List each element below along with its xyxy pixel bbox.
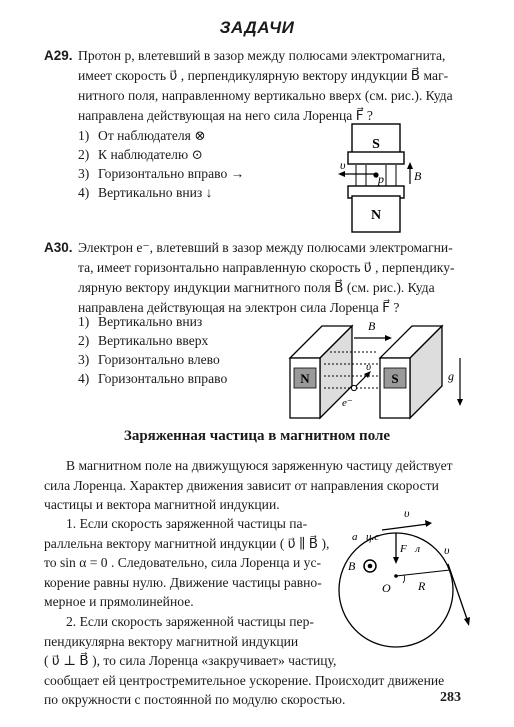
option-item: 1) От наблюдателя ⊗ <box>78 128 206 143</box>
g-label: g⃗ <box>448 369 464 383</box>
paragraph-line: сила Лоренца. Характер движения зависит от направления скорости <box>44 477 439 493</box>
figure-a29-magnet <box>330 122 431 234</box>
question-line: направлена действующая на него сила Лоренца F⃗ ? <box>78 108 373 123</box>
paragraph-1 <box>44 514 334 612</box>
b-label: B⃗ <box>414 169 431 183</box>
pole-n-label: N <box>370 208 382 223</box>
paragraph-line: по окружности с постоянной по модулю скоростью. <box>44 692 346 707</box>
question-line: Электрон e⁻, влетевший в зазор между полюсами электромагни- <box>78 240 453 255</box>
option-item: 2) К наблюдателю ⊙ <box>78 147 203 162</box>
pole-s-label: S <box>391 371 399 386</box>
paragraph-line: ( υ⃗ ⊥ B⃗ ), то сила Лоренца «закручивает» частицу, <box>44 653 337 668</box>
paragraph-line: мерное и прямолинейное. <box>44 594 194 609</box>
option-item: 2) Вертикально вверх <box>78 333 209 348</box>
paragraph-line: корение равны нулю. Движение частицы равно- <box>44 574 322 590</box>
figure-circular-motion <box>334 504 474 652</box>
question-number: А30. <box>44 240 73 255</box>
b-label: B⃗ <box>348 559 365 573</box>
e-label: e⁻ <box>342 397 353 409</box>
figure-a30-magnet <box>284 302 470 420</box>
page-header-title: ЗАДАЧИ <box>219 18 295 37</box>
paragraph-line: частицы и вектора магнитной индукции. <box>44 497 280 512</box>
question-line: Протон p, влетевший в зазор между полюсами электромагнита, <box>78 48 446 63</box>
option-item: 4) Вертикально вниз ↓ <box>78 185 213 200</box>
v-label: υ⃗ <box>340 158 355 172</box>
page-number: 283 <box>440 690 461 705</box>
b-label: B⃗ <box>368 319 385 333</box>
v-top-label: υ⃗ <box>404 506 419 520</box>
o-label: O <box>382 581 391 595</box>
question-line: нитного поля, направленному вертикально вверх (см. рис.). Куда <box>78 88 453 103</box>
question-line: та, имеет горизонтально направленную скорость υ⃗ , перпендику- <box>78 260 455 275</box>
v-label: υ⃗ <box>366 361 380 373</box>
pole-n-label: N <box>300 371 310 386</box>
paragraph-line: 1. Если скорость заряженной частицы па- <box>66 516 308 531</box>
options-a30 <box>78 312 227 388</box>
option-item: 3) Горизонтально влево <box>78 352 220 367</box>
p-label: p <box>378 172 384 186</box>
section-title: Заряженная частица в магнитном поле <box>123 428 391 444</box>
f-label: F⃗л <box>400 543 421 555</box>
r-label: R <box>418 579 426 593</box>
paragraph-line: раллельна вектору магнитной индукции ( υ⃗ ∥ B⃗ ), <box>44 535 330 551</box>
paragraph-line: В магнитном поле на движущуюся заряженную частицу действует <box>66 458 453 473</box>
question-line: лярную вектору индукции магнитного поля B⃗ (см. рис.). Куда <box>78 280 435 295</box>
paragraph-line: сообщает ей центростремительное ускорение. Происходит движение <box>44 672 445 688</box>
option-item: 4) Горизонтально вправо <box>78 371 228 386</box>
paragraph-line: то sin α = 0 . Следовательно, сила Лоренца и ус- <box>44 555 322 570</box>
question-line: направлена действующая на электрон сила Лоренца F⃗ ? <box>78 300 400 315</box>
a-label: a⃗ц.с <box>352 531 380 543</box>
pole-s-label: S <box>372 137 380 152</box>
options-a29 <box>78 126 244 202</box>
option-item: 1) Вертикально вниз <box>78 314 203 329</box>
v-right-label: υ⃗ <box>444 543 459 557</box>
question-line: имеет скорость υ⃗ , перпендикулярную вектору индукции B⃗ маг- <box>78 68 449 83</box>
paragraph-line: 2. Если скорость заряженной частицы пер- <box>66 614 314 629</box>
option-item: 3) Горизонтально вправо → <box>78 166 245 181</box>
paragraph-line: пендикулярна вектору магнитной индукции <box>44 633 299 649</box>
question-number: А29. <box>44 48 73 63</box>
